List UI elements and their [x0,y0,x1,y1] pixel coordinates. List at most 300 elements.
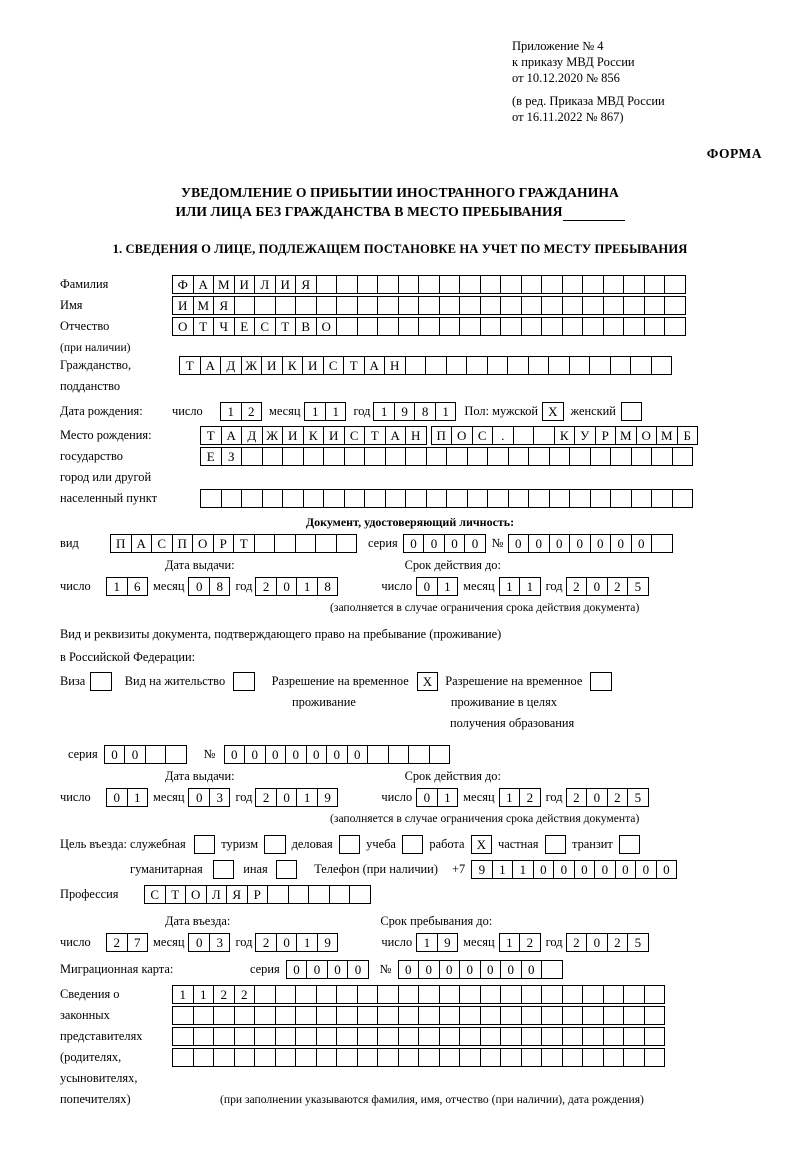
cell[interactable]: 1 [127,788,149,807]
cell[interactable]: Т [193,317,215,336]
cell[interactable]: Б [677,426,699,445]
cell[interactable]: 0 [306,745,328,764]
cell[interactable]: 9 [437,933,459,952]
cell[interactable] [254,1027,276,1046]
cell[interactable] [398,317,420,336]
cell[interactable] [439,317,461,336]
stay-until-year-input[interactable] [566,933,648,952]
cell[interactable]: Д [220,356,242,375]
cell[interactable]: 0 [521,960,543,979]
cell[interactable] [541,1027,563,1046]
cell[interactable]: 1 [220,402,242,421]
cell[interactable] [316,1006,338,1025]
cell[interactable] [316,1048,338,1067]
cell[interactable] [165,745,187,764]
edu-perm-checkbox[interactable] [590,672,611,691]
cell[interactable] [590,447,612,466]
cell[interactable] [262,447,284,466]
cell[interactable] [603,1027,625,1046]
cell[interactable]: 1 [499,788,521,807]
cell[interactable] [621,402,643,421]
cell[interactable]: 0 [586,933,608,952]
cell[interactable] [480,317,502,336]
cell[interactable] [487,356,509,375]
cell[interactable] [500,1048,522,1067]
cell[interactable] [582,275,604,294]
cell[interactable]: 2 [519,933,541,952]
cell[interactable] [631,489,653,508]
sex-male-checkbox[interactable] [542,402,563,421]
doc-series-input[interactable] [403,534,485,553]
stay-issue-month-input[interactable] [188,788,229,807]
cell[interactable] [234,1006,256,1025]
cell[interactable]: 2 [255,933,277,952]
cell[interactable] [548,356,570,375]
cell[interactable] [385,489,407,508]
cell[interactable] [426,447,448,466]
cell[interactable] [644,985,666,1004]
cell[interactable] [254,1048,276,1067]
cell[interactable]: . [492,426,514,445]
cell[interactable]: В [295,317,317,336]
cell[interactable] [402,835,424,854]
cell[interactable] [521,1006,543,1025]
cell[interactable] [377,275,399,294]
stay-issue-day-input[interactable] [106,788,147,807]
cell[interactable] [644,1048,666,1067]
cell[interactable] [480,1006,502,1025]
cell[interactable]: 0 [327,960,349,979]
cell[interactable] [623,275,645,294]
legal-rep-input-row2[interactable] [172,1006,664,1025]
entry-day-input[interactable] [106,933,147,952]
cell[interactable] [357,1048,379,1067]
cell[interactable] [582,1027,604,1046]
cell[interactable]: М [615,426,637,445]
mig-number-input[interactable] [398,960,562,979]
cell[interactable] [308,885,330,904]
cell[interactable] [254,534,276,553]
cell[interactable] [541,985,563,1004]
residence-checkbox[interactable] [233,672,254,691]
cell[interactable]: 0 [106,788,128,807]
cell[interactable] [344,489,366,508]
cell[interactable] [418,1027,440,1046]
cell[interactable]: Т [179,356,201,375]
cell[interactable] [241,447,263,466]
cell[interactable] [398,985,420,1004]
cell[interactable] [549,489,571,508]
cell[interactable] [467,489,489,508]
cell[interactable] [603,275,625,294]
cell[interactable] [336,985,358,1004]
cell[interactable] [357,1027,379,1046]
doc-kind-input[interactable] [110,534,356,553]
cell[interactable]: Ч [213,317,235,336]
cell[interactable] [500,296,522,315]
cell[interactable]: X [417,672,439,691]
cell[interactable] [664,317,686,336]
cell[interactable] [513,426,535,445]
cell[interactable] [603,317,625,336]
cell[interactable] [303,489,325,508]
cell[interactable]: И [172,296,194,315]
cell[interactable]: 5 [627,577,649,596]
cell[interactable]: 0 [265,745,287,764]
cell[interactable]: 9 [317,933,339,952]
cell[interactable]: Л [254,275,276,294]
cell[interactable] [603,985,625,1004]
stay-valid-day-input[interactable] [416,788,457,807]
cell[interactable] [357,985,379,1004]
cell[interactable]: 0 [590,534,612,553]
cell[interactable]: 1 [296,577,318,596]
cell[interactable]: 2 [255,788,277,807]
cell[interactable]: 0 [285,745,307,764]
cell[interactable]: С [323,356,345,375]
cell[interactable]: Р [595,426,617,445]
cell[interactable]: С [151,534,173,553]
cell[interactable] [521,296,543,315]
cell[interactable] [631,447,653,466]
cell[interactable] [377,985,399,1004]
cell[interactable]: У [574,426,596,445]
cell[interactable]: 0 [610,534,632,553]
cell[interactable] [582,1048,604,1067]
cell[interactable]: 2 [255,577,277,596]
cell[interactable] [288,885,310,904]
cell[interactable] [500,1006,522,1025]
cell[interactable] [364,447,386,466]
cell[interactable]: Я [213,296,235,315]
cell[interactable] [254,985,276,1004]
cell[interactable] [623,985,645,1004]
cell[interactable] [398,1006,420,1025]
cell[interactable] [194,835,216,854]
cell[interactable]: 0 [276,788,298,807]
cell[interactable]: 8 [209,577,231,596]
cell[interactable] [644,296,666,315]
cell[interactable]: 2 [566,933,588,952]
cell[interactable]: 1 [499,577,521,596]
sex-female-checkbox[interactable] [621,402,642,421]
cell[interactable] [336,275,358,294]
cell[interactable] [623,296,645,315]
cell[interactable] [446,356,468,375]
cell[interactable] [349,885,371,904]
cell[interactable] [336,1027,358,1046]
cell[interactable]: 0 [594,860,616,879]
cell[interactable] [610,356,632,375]
cell[interactable] [610,489,632,508]
cell[interactable]: М [656,426,678,445]
cell[interactable]: Т [364,426,386,445]
cell[interactable]: 0 [188,788,210,807]
doc-issue-year-input[interactable] [255,577,337,596]
cell[interactable]: Л [206,885,228,904]
cell[interactable] [623,1048,645,1067]
purpose-business-checkbox[interactable] [339,835,360,854]
cell[interactable]: Н [384,356,406,375]
cell[interactable] [549,447,571,466]
cell[interactable]: И [234,275,256,294]
cell[interactable]: 1 [519,577,541,596]
cell[interactable]: К [554,426,576,445]
doc-valid-day-input[interactable] [416,577,457,596]
cell[interactable]: Т [343,356,365,375]
cell[interactable] [282,489,304,508]
cell[interactable]: 0 [528,534,550,553]
cell[interactable] [619,835,641,854]
cell[interactable] [295,1006,317,1025]
cell[interactable] [500,1027,522,1046]
cell[interactable] [507,356,529,375]
cell[interactable] [459,1048,481,1067]
cell[interactable]: 0 [615,860,637,879]
cell[interactable]: 0 [553,860,575,879]
cell[interactable] [630,356,652,375]
cell[interactable] [644,1027,666,1046]
cell[interactable]: 0 [549,534,571,553]
cell[interactable]: Д [241,426,263,445]
cell[interactable]: 1 [492,860,514,879]
cell[interactable]: 1 [373,402,395,421]
cell[interactable] [388,745,410,764]
cell[interactable]: 1 [172,985,194,1004]
cell[interactable]: 0 [188,933,210,952]
cell[interactable]: X [542,402,564,421]
cell[interactable]: 0 [635,860,657,879]
cell[interactable]: О [636,426,658,445]
cell[interactable] [528,356,550,375]
cell[interactable]: 5 [627,933,649,952]
cell[interactable] [234,1048,256,1067]
cell[interactable] [213,1048,235,1067]
cell[interactable] [644,317,666,336]
cell[interactable]: 1 [512,860,534,879]
cell[interactable] [398,1027,420,1046]
cell[interactable]: 0 [306,960,328,979]
cell[interactable] [323,489,345,508]
cell[interactable]: 0 [464,534,486,553]
cell[interactable]: 0 [286,960,308,979]
cell[interactable]: П [431,426,453,445]
cell[interactable] [275,1006,297,1025]
cell[interactable] [213,1006,235,1025]
cell[interactable]: 9 [394,402,416,421]
cell[interactable] [315,534,337,553]
cell[interactable] [610,447,632,466]
cell[interactable] [193,1048,215,1067]
cell[interactable]: Е [200,447,222,466]
cell[interactable]: 0 [347,745,369,764]
cell[interactable]: 1 [435,402,457,421]
cell[interactable] [582,296,604,315]
doc-number-input[interactable] [508,534,672,553]
stay-until-day-input[interactable] [416,933,457,952]
legal-rep-input-row4[interactable] [172,1048,664,1067]
stay-number-input[interactable] [224,745,450,764]
temp-perm-checkbox[interactable] [417,672,438,691]
cell[interactable] [480,1027,502,1046]
cell[interactable] [398,296,420,315]
cell[interactable] [172,1048,194,1067]
cell[interactable]: П [172,534,194,553]
birth-city-input-row2[interactable] [200,447,692,466]
cell[interactable] [545,835,567,854]
cell[interactable] [377,317,399,336]
purpose-humanitarian-checkbox[interactable] [213,860,234,879]
cell[interactable] [651,447,673,466]
cell[interactable] [603,1006,625,1025]
cell[interactable]: И [261,356,283,375]
patronymic-input[interactable] [172,317,685,336]
cell[interactable] [367,745,389,764]
cell[interactable] [357,296,379,315]
cell[interactable] [418,317,440,336]
cell[interactable]: X [471,835,493,854]
cell[interactable]: И [282,426,304,445]
cell[interactable] [623,1027,645,1046]
cell[interactable] [418,985,440,1004]
cell[interactable]: П [110,534,132,553]
cell[interactable] [439,1048,461,1067]
visa-checkbox[interactable] [90,672,111,691]
cell[interactable] [439,985,461,1004]
cell[interactable] [262,489,284,508]
cell[interactable]: Ж [262,426,284,445]
cell[interactable]: Т [165,885,187,904]
cell[interactable] [425,356,447,375]
cell[interactable] [533,426,555,445]
cell[interactable] [672,447,694,466]
cell[interactable]: И [275,275,297,294]
cell[interactable]: 0 [418,960,440,979]
cell[interactable] [200,489,222,508]
cell[interactable]: 2 [566,577,588,596]
cell[interactable] [439,1027,461,1046]
cell[interactable]: 2 [607,577,629,596]
cell[interactable] [651,534,673,553]
cell[interactable] [569,447,591,466]
cell[interactable] [439,1006,461,1025]
cell[interactable]: 0 [416,577,438,596]
cell[interactable]: 0 [423,534,445,553]
mig-series-input[interactable] [286,960,368,979]
cell[interactable]: С [472,426,494,445]
cell[interactable] [664,296,686,315]
cell[interactable]: 7 [127,933,149,952]
cell[interactable]: Т [200,426,222,445]
cell[interactable]: 1 [304,402,326,421]
cell[interactable] [316,985,338,1004]
cell[interactable]: Т [275,317,297,336]
cell[interactable]: 0 [533,860,555,879]
cell[interactable]: 1 [437,577,459,596]
cell[interactable] [582,985,604,1004]
cell[interactable] [254,1006,276,1025]
cell[interactable] [213,860,235,879]
cell[interactable]: 0 [326,745,348,764]
cell[interactable] [562,985,584,1004]
cell[interactable]: 1 [106,577,128,596]
doc-valid-year-input[interactable] [566,577,648,596]
cell[interactable]: К [282,356,304,375]
cell[interactable] [429,745,451,764]
cell[interactable] [357,317,379,336]
cell[interactable] [541,960,563,979]
cell[interactable] [172,1006,194,1025]
cell[interactable] [336,296,358,315]
purpose-tourism-checkbox[interactable] [264,835,285,854]
cell[interactable]: С [254,317,276,336]
cell[interactable]: М [213,275,235,294]
phone-input[interactable] [471,860,676,879]
cell[interactable]: О [172,317,194,336]
cell[interactable] [562,1006,584,1025]
cell[interactable]: Е [234,317,256,336]
cell[interactable]: А [193,275,215,294]
cell[interactable] [357,275,379,294]
legal-rep-input-row3[interactable] [172,1027,664,1046]
cell[interactable]: О [316,317,338,336]
cell[interactable]: 3 [209,788,231,807]
cell[interactable] [521,275,543,294]
cell[interactable] [398,1048,420,1067]
cell[interactable]: 1 [296,933,318,952]
cell[interactable] [446,489,468,508]
profession-input[interactable] [144,885,370,904]
cell[interactable] [439,296,461,315]
cell[interactable] [541,1006,563,1025]
cell[interactable] [316,275,338,294]
cell[interactable]: 5 [627,788,649,807]
cell[interactable] [562,296,584,315]
cell[interactable]: 0 [586,577,608,596]
cell[interactable] [295,534,317,553]
cell[interactable]: Я [295,275,317,294]
cell[interactable]: С [344,426,366,445]
cell[interactable] [541,317,563,336]
cell[interactable]: О [185,885,207,904]
cell[interactable] [569,489,591,508]
stay-valid-year-input[interactable] [566,788,648,807]
cell[interactable] [426,489,448,508]
cell[interactable]: 0 [244,745,266,764]
cell[interactable]: 2 [607,788,629,807]
cell[interactable] [221,489,243,508]
cell[interactable] [446,447,468,466]
cell[interactable] [590,489,612,508]
cell[interactable] [234,1027,256,1046]
cell[interactable]: 0 [398,960,420,979]
cell[interactable] [364,489,386,508]
cell[interactable]: 2 [213,985,235,1004]
cell[interactable]: 0 [276,577,298,596]
purpose-service-checkbox[interactable] [194,835,215,854]
cell[interactable] [295,296,317,315]
cell[interactable]: Ф [172,275,194,294]
cell[interactable] [418,275,440,294]
cell[interactable] [459,1027,481,1046]
cell[interactable] [500,985,522,1004]
cell[interactable]: 1 [296,788,318,807]
cell[interactable]: 6 [127,577,149,596]
cell[interactable]: Н [405,426,427,445]
cell[interactable] [357,1006,379,1025]
cell[interactable] [377,296,399,315]
cell[interactable] [459,985,481,1004]
